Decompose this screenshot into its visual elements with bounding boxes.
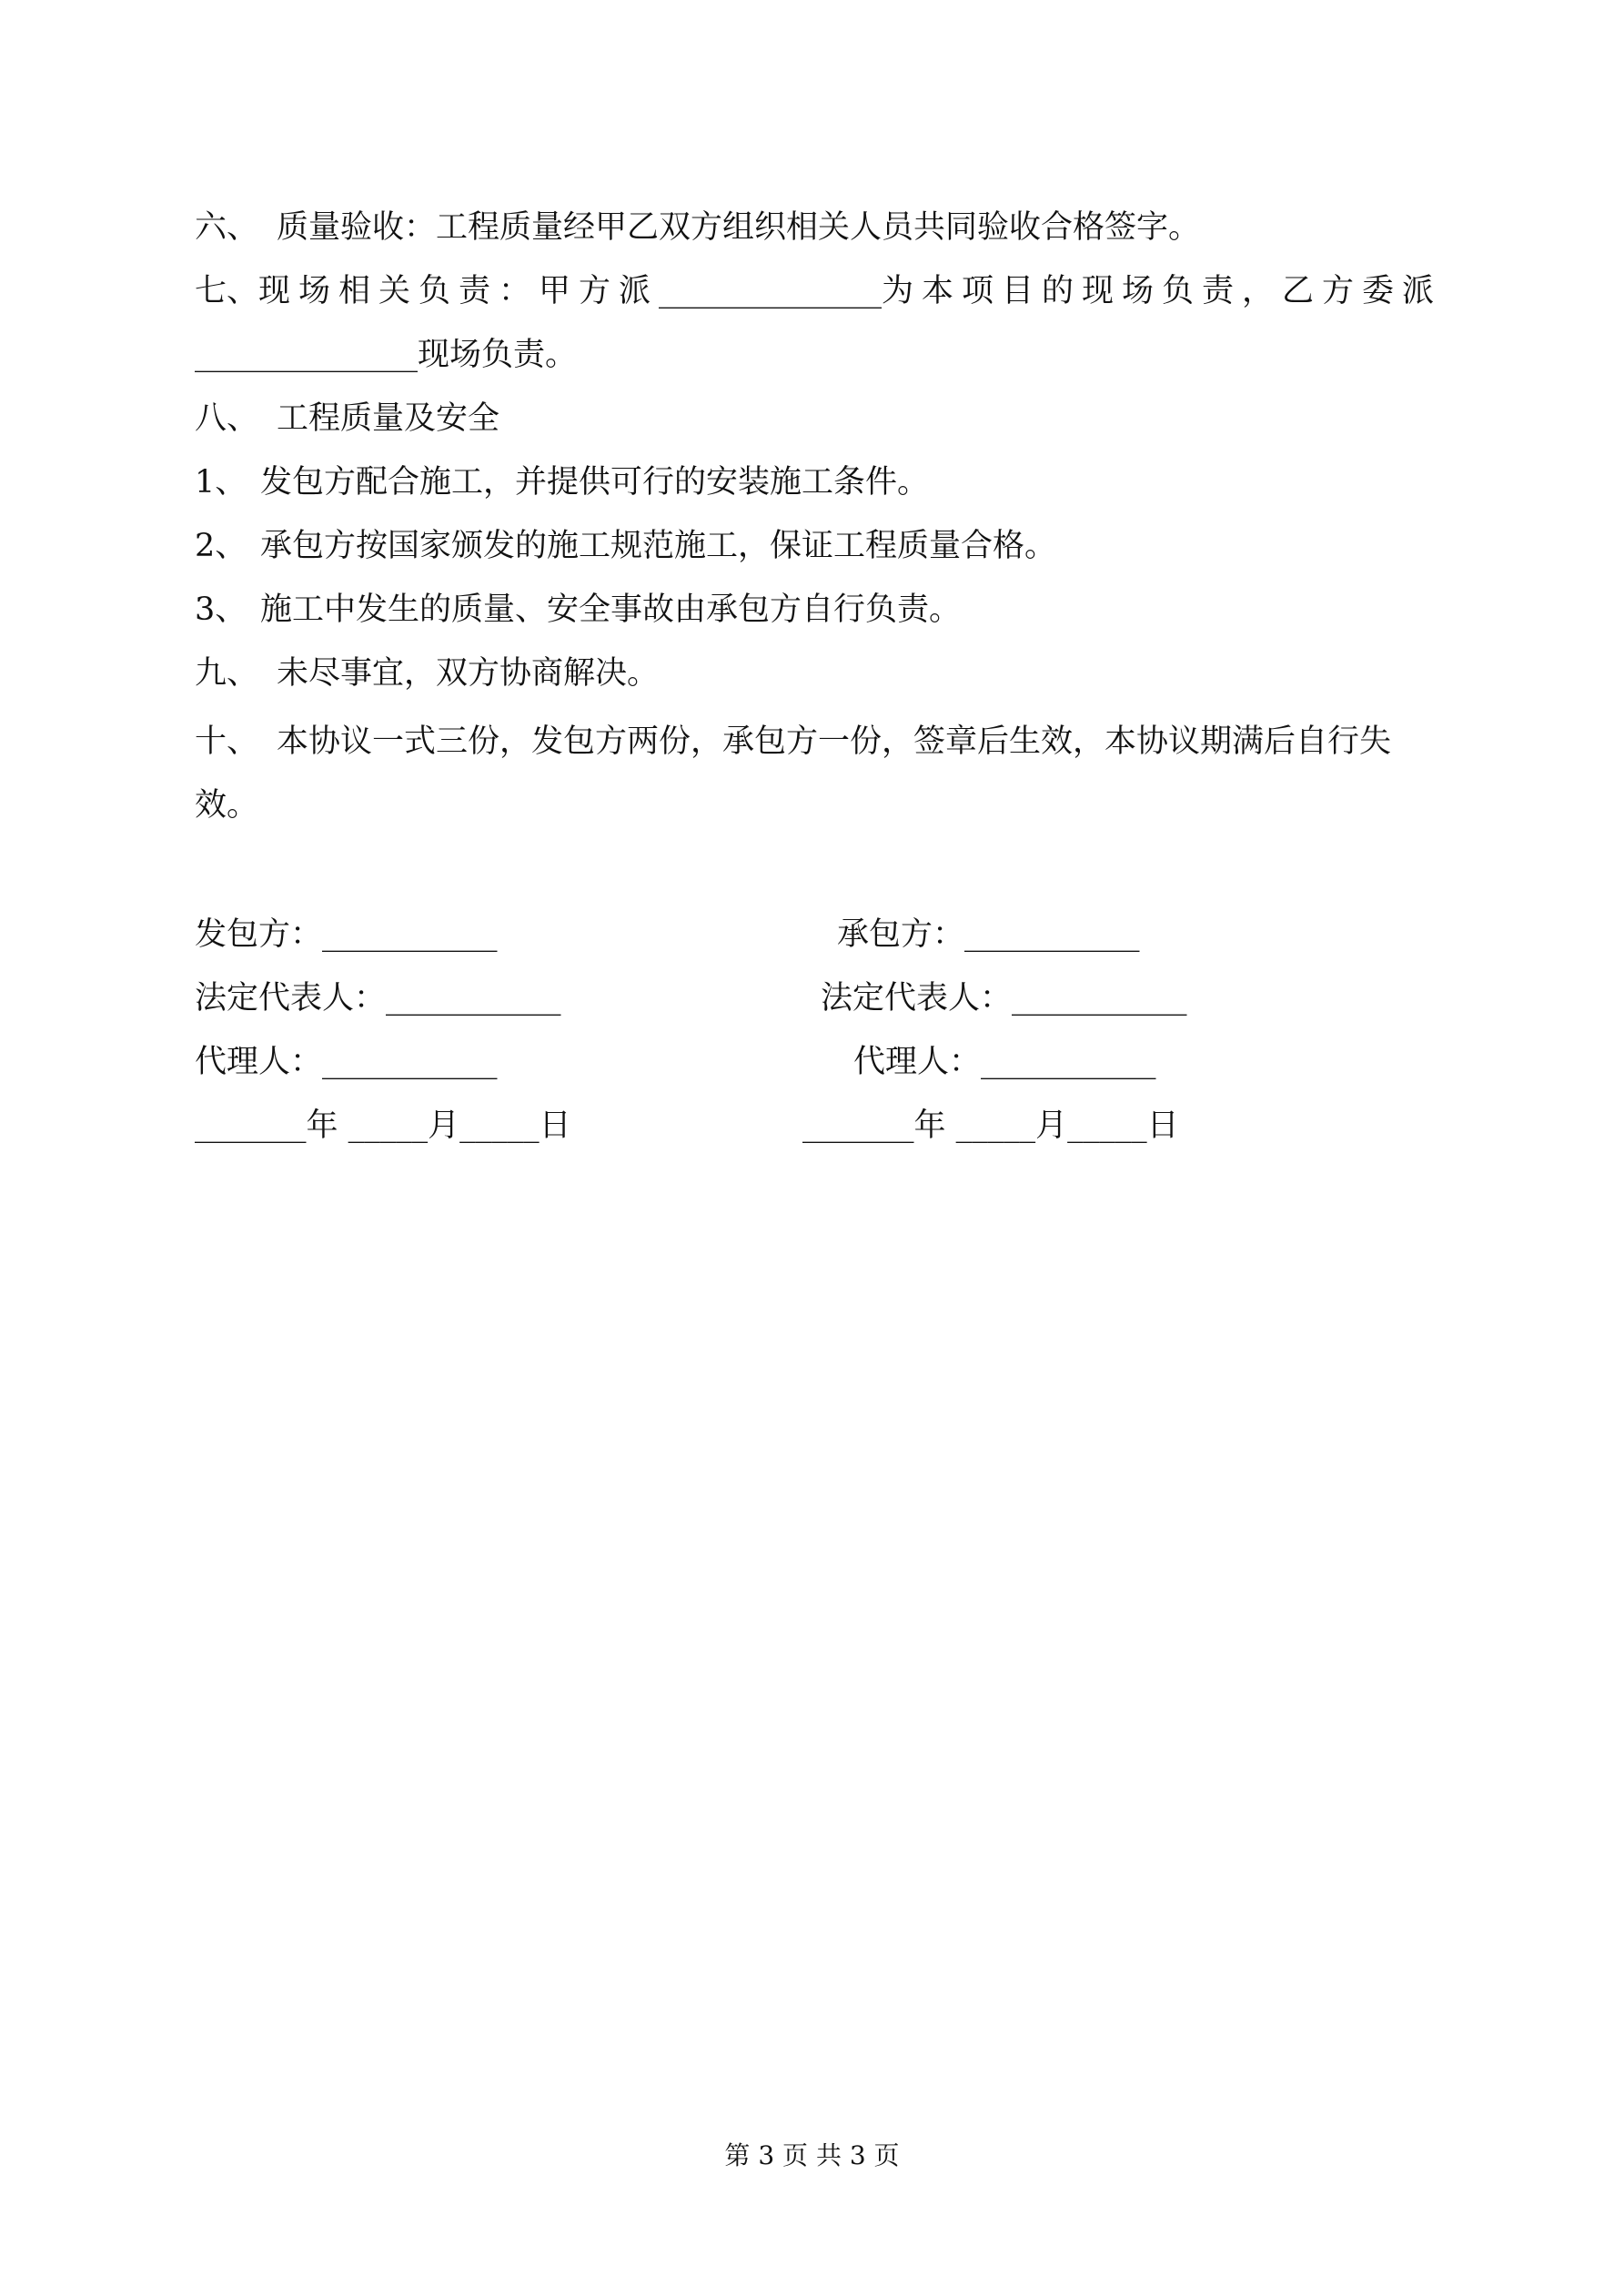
party-b-date[interactable] bbox=[802, 1108, 1179, 1144]
clause-eight bbox=[195, 400, 499, 437]
party-a-date[interactable] bbox=[195, 1108, 571, 1144]
party-b-line bbox=[837, 916, 1140, 953]
party-a-agent-blank[interactable]: ___________ bbox=[322, 1044, 498, 1080]
party-a-rep-blank[interactable]: ___________ bbox=[386, 980, 561, 1017]
item-text: 承包方按国家颁发的施工规范施工，保证工程质量合格。 bbox=[260, 528, 1057, 564]
clause-number: 十、 bbox=[195, 723, 259, 760]
clause-text: 现场相关负责：甲方派 bbox=[258, 273, 660, 309]
clause-seven-continued bbox=[195, 337, 577, 373]
item-number: 2、 bbox=[195, 528, 247, 564]
clause-seven bbox=[195, 273, 1443, 309]
party-a-rep-line bbox=[195, 980, 561, 1017]
item-text: 施工中发生的质量、安全事故由承包方自行负责。 bbox=[260, 592, 962, 628]
party-a-line bbox=[195, 916, 498, 953]
clause-text: 质量验收：工程质量经甲乙双方组织相关人员共同验收合格签字。 bbox=[277, 209, 1201, 246]
party-b-date-text: _______年 _____月_____日 bbox=[802, 1108, 1179, 1144]
party-b-agent-line bbox=[853, 1044, 1156, 1080]
clause-number: 八、 bbox=[195, 400, 259, 437]
clause-nine bbox=[195, 655, 659, 692]
party-a-blank[interactable]: ___________ bbox=[322, 916, 498, 953]
party-b-agent-blank[interactable]: ___________ bbox=[981, 1044, 1156, 1080]
clause-eight-item bbox=[195, 528, 1056, 564]
clause-number: 六、 bbox=[195, 209, 259, 246]
clause-text: 效。 bbox=[195, 787, 259, 824]
clause-ten bbox=[195, 723, 1391, 760]
item-number: 1、 bbox=[195, 464, 247, 501]
party-a-agent-line bbox=[195, 1044, 498, 1080]
party-b-label: 承包方： bbox=[837, 916, 965, 953]
party-b-rep-label: 法定代表人： bbox=[821, 980, 1013, 1017]
clause-text: 未尽事宜，双方协商解决。 bbox=[277, 655, 660, 692]
clause-six bbox=[195, 209, 1200, 246]
party-a-date-text: _______年 _____月_____日 bbox=[195, 1108, 571, 1144]
party-a-rep-label: 法定代表人： bbox=[195, 980, 387, 1017]
page-footer bbox=[0, 2140, 1624, 2171]
party-b-rep-line bbox=[821, 980, 1187, 1017]
party-b-agent-label: 代理人： bbox=[853, 1044, 982, 1080]
party-a-agent-label: 代理人： bbox=[195, 1044, 323, 1080]
clause-text: 为本项目的现场负责，乙方委派 bbox=[882, 273, 1443, 309]
party-b-rep-blank[interactable]: ___________ bbox=[1012, 980, 1187, 1017]
fill-blank: ______________ bbox=[659, 273, 883, 309]
clause-ten-continued bbox=[195, 787, 258, 824]
page-number: 第 3 页 共 3 页 bbox=[724, 2140, 900, 2170]
clause-number: 七、 bbox=[195, 273, 259, 309]
clause-text: 本协议一式三份，发包方两份，承包方一份，签章后生效，本协议期满后自行失 bbox=[277, 723, 1392, 760]
fill-blank: ______________ bbox=[195, 337, 418, 373]
clause-number: 九、 bbox=[195, 655, 259, 692]
clause-text: 现场负责。 bbox=[418, 337, 578, 373]
party-a-label: 发包方： bbox=[195, 916, 323, 953]
clause-text: 工程质量及安全 bbox=[277, 400, 500, 437]
clause-eight-item bbox=[195, 464, 929, 501]
clause-eight-item bbox=[195, 592, 961, 628]
item-number: 3、 bbox=[195, 592, 247, 628]
party-b-blank[interactable]: ___________ bbox=[964, 916, 1140, 953]
item-text: 发包方配合施工，并提供可行的安装施工条件。 bbox=[260, 464, 930, 501]
